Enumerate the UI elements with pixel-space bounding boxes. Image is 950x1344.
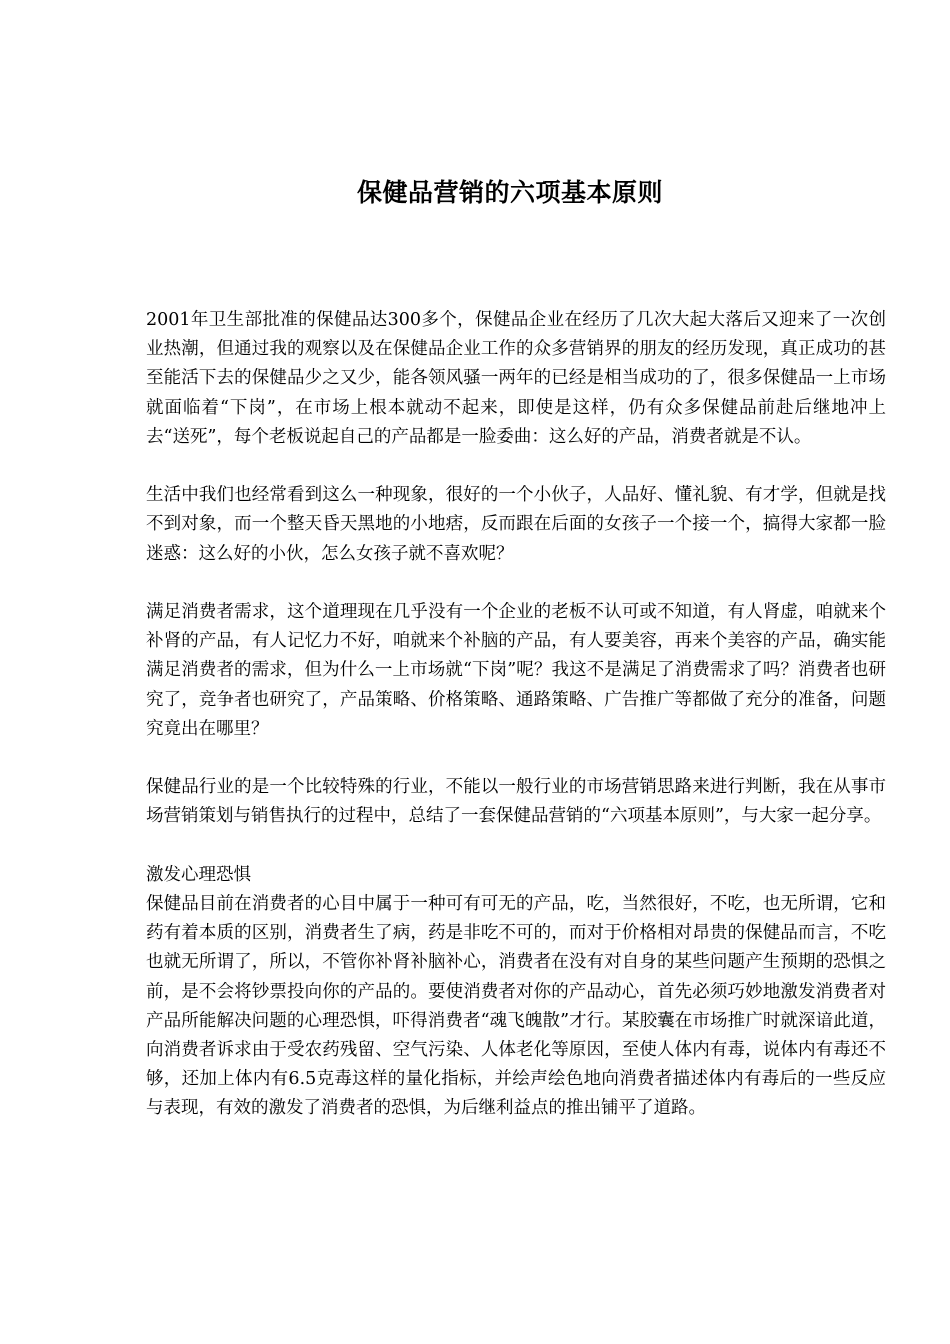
paragraph-gap (146, 569, 886, 598)
paragraph-gap (146, 452, 886, 481)
paragraph-principles: 保健品行业的是一个比较特殊的行业，不能以一般行业的市场营销思路来进行判断，我在从事市场营销策划与销售执行的过程中，总结了一套保健品营销的“六项基本原则”，与大家一起分享。 (146, 777, 886, 827)
paragraph-analogy: 生活中我们也经常看到这么一种现象，很好的一个小伙子，人品好、懂礼貌、有才学，但就是找不到对象，而一个整天昏天黑地的小地痞，反而跟在后面的女孩子一个接一个，搞得大家都一脸迷惑：这么好的小伙，怎么女孩子就不喜欢呢？ (146, 485, 886, 564)
paragraph-gap (146, 832, 886, 861)
paragraph-intro: 2001年卫生部批准的保健品达300多个，保健品企业在经历了几次大起大落后又迎来了一次创业热潮，但通过我的观察以及在保健品企业工作的众多营销界的朋友的经历发现，真正成功的甚至能活下去的保健品少之又少，能各领风骚一两年的已经是相当成功的了，很多保健品一上市场就面临着“下岗”，在市场上根本就动不起来，即使是这样，仍有众多保健品前赴后继地冲上去“送死”，每个老板说起自己的产品都是一脸委曲：这么好的产品，消费者就是不认。 (146, 310, 886, 447)
document-body (146, 306, 886, 1124)
paragraph-demand: 满足消费者需求，这个道理现在几乎没有一个企业的老板不认可或不知道，有人肾虚，咱就来个补肾的产品，有人记忆力不好，咱就来个补脑的产品，有人要美容，再来个美容的产品，确实能满足消费者的需求，但为什么一上市场就“下岗”呢？我这不是满足了消费需求了吗？消费者也研究了，竞争者也研究了，产品策略、价格策略、通路策略、广告推广等都做了充分的准备，问题究竟出在哪里？ (146, 602, 886, 739)
section-heading: 激发心理恐惧 (146, 864, 251, 885)
document-title: 保健品营销的六项基本原则 (356, 178, 663, 207)
section-paragraph: 保健品目前在消费者的心目中属于一种可有可无的产品，吃，当然很好，不吃，也无所谓，它和药有着本质的区别，消费者生了病，药是非吃不可的，而对于价格相对昂贵的保健品而言，不吃也就无所谓了，所以，不管你补肾补脑补心，消费者在没有对自身的某些问题产生预期的恐惧之前，是不会将钞票投向你的产品的。要使消费者对你的产品动心，首先必须巧妙地激发消费者对产品所能解决问题的心理恐惧，吓得消费者“魂飞魄散”才行。某胶囊在市场推广时就深谙此道，向消费者诉求由于受农药残留、空气污染、人体老化等原因，至使人体内有毒，说体内有毒还不够，还加上体内有6.5克毒这样的量化指标，并绘声绘色地向消费者描述体内有毒后的一些反应与表现，有效的激发了消费者的恐惧，为后继利益点的推出铺平了道路。 (146, 894, 886, 1119)
paragraph-gap (146, 744, 886, 773)
